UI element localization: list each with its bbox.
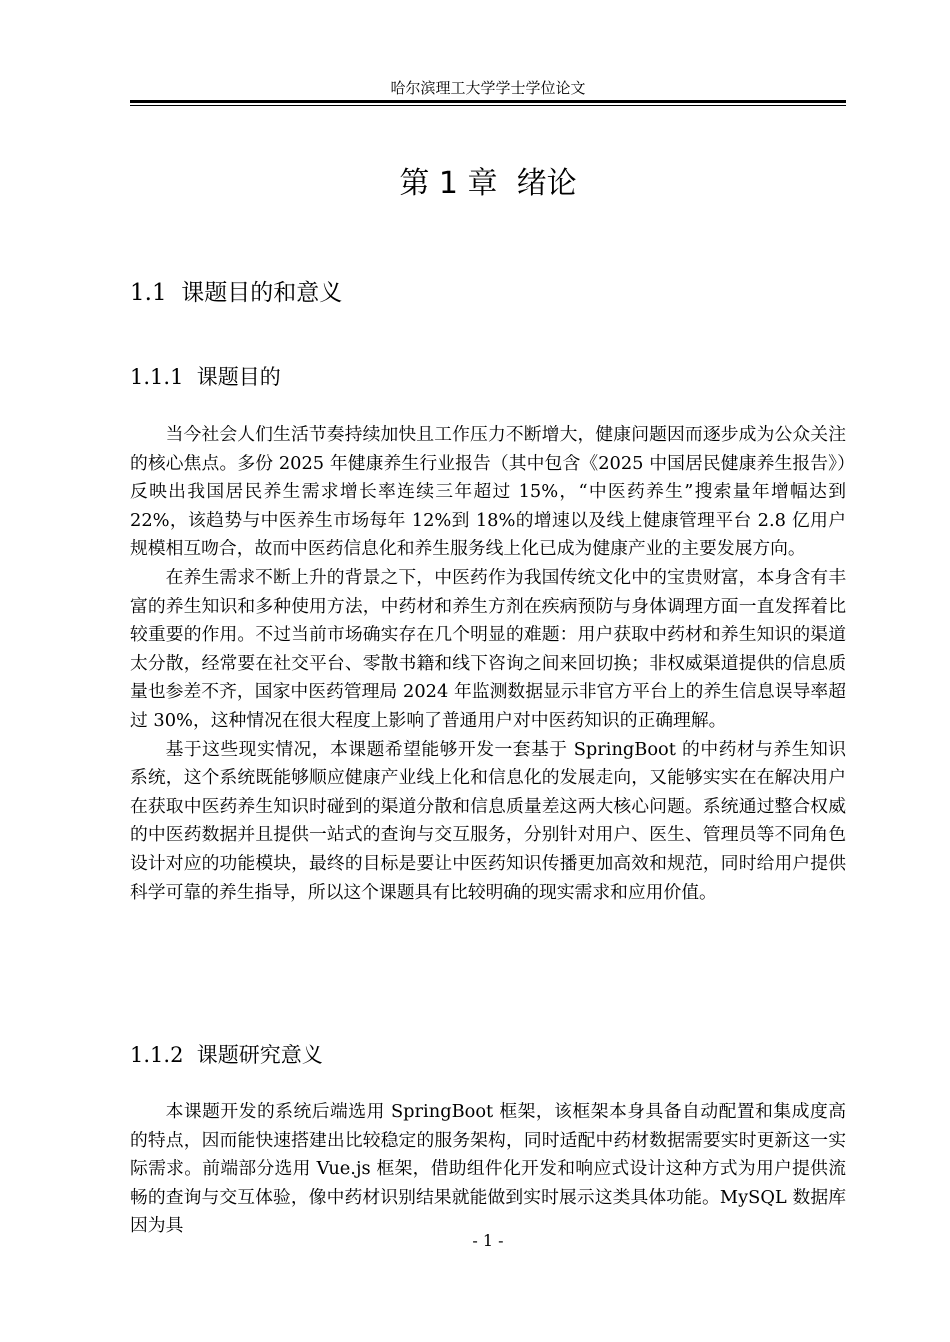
body-text-1-1-1 (130, 421, 846, 907)
paragraph: 本课题开发的系统后端选用 SpringBoot 框架，该框架本身具备自动配置和集成度高的特点，因而能快速搭建出比较稳定的服务架构，同时适配中药材数据需要实时更新这一实际需求。前端部分选用 Vue.js 框架，借助组件化开发和响应式设计这种方式为用户提供流畅的查询与交互体验，像中药材识别结果就能做到实时展示这类具体功能。MySQL 数据库因为具 (130, 1101, 846, 1237)
header-rule-thin (130, 105, 846, 106)
page-number: - 1 - (472, 1231, 504, 1250)
header-rule-thick (130, 100, 846, 103)
chapter-name: 绪论 (516, 166, 577, 201)
chapter-title (130, 162, 846, 206)
paragraph: 基于这些现实情况，本课题希望能够开发一套基于 SpringBoot 的中药材与养生知识系统，这个系统既能够顺应健康产业线上化和信息化的发展走向，又能够实实在在解决用户在获取中医药养生知识时碰到的渠道分散和信息质量差这两大核心问题。系统通过整合权威的中医药数据并且提供一站式的查询与交互服务，分别针对用户、医生、管理员等不同角色设计对应的功能模块，最终的目标是要让中医药知识传播更加高效和规范，同时给用户提供科学可靠的养生指导，所以这个课题具有比较明确的现实需求和应用价值。 (130, 738, 846, 903)
body-text-1-1-2 (130, 1098, 846, 1241)
section-title-1-1 (130, 276, 342, 310)
section-number: 1.1 (130, 280, 167, 306)
subsection-title-1-1-1 (130, 362, 281, 392)
running-header: 哈尔滨理工大学学士学位论文 (390, 79, 586, 97)
section-name: 课题目的和意义 (181, 280, 343, 306)
subsection-number: 1.1.1 (130, 365, 184, 389)
paragraph: 当今社会人们生活节奏持续加快且工作压力不断增大，健康问题因而逐步成为公众关注的核心焦点。多份 2025 年健康养生行业报告（其中包含《2025 中国居民健康养生报告》）反映出我国居民养生需求增长率连续三年超过 15%，“中医药养生”搜索量年增幅达到 22%，该趋势与中医养生市场每年 12%到 18%的增速以及线上健康管理平台 2.8 亿用户规模相互吻合，故而中医药信息化和养生服务线上化已成为健康产业的主要发展方向。 (130, 424, 846, 560)
paragraph: 在养生需求不断上升的背景之下，中医药作为我国传统文化中的宝贵财富，本身含有丰富的养生知识和多种使用方法，中药材和养生方剂在疾病预防与身体调理方面一直发挥着比较重要的作用。不过当前市场确实存在几个明显的难题：用户获取中药材和养生知识的渠道太分散，经常要在社交平台、零散书籍和线下咨询之间来回切换；非权威渠道提供的信息质量也参差不齐，国家中医药管理局 2024 年监测数据显示非官方平台上的养生信息误导率超过 30%，这种情况在很大程度上影响了普通用户对中医药知识的正确理解。 (130, 566, 846, 731)
subsection-number: 1.1.2 (130, 1043, 184, 1067)
subsection-title-1-1-2 (130, 1040, 323, 1070)
subsection-name: 课题研究意义 (196, 1043, 323, 1067)
subsection-name: 课题目的 (196, 365, 281, 389)
chapter-number: 第 1 章 (399, 166, 498, 201)
